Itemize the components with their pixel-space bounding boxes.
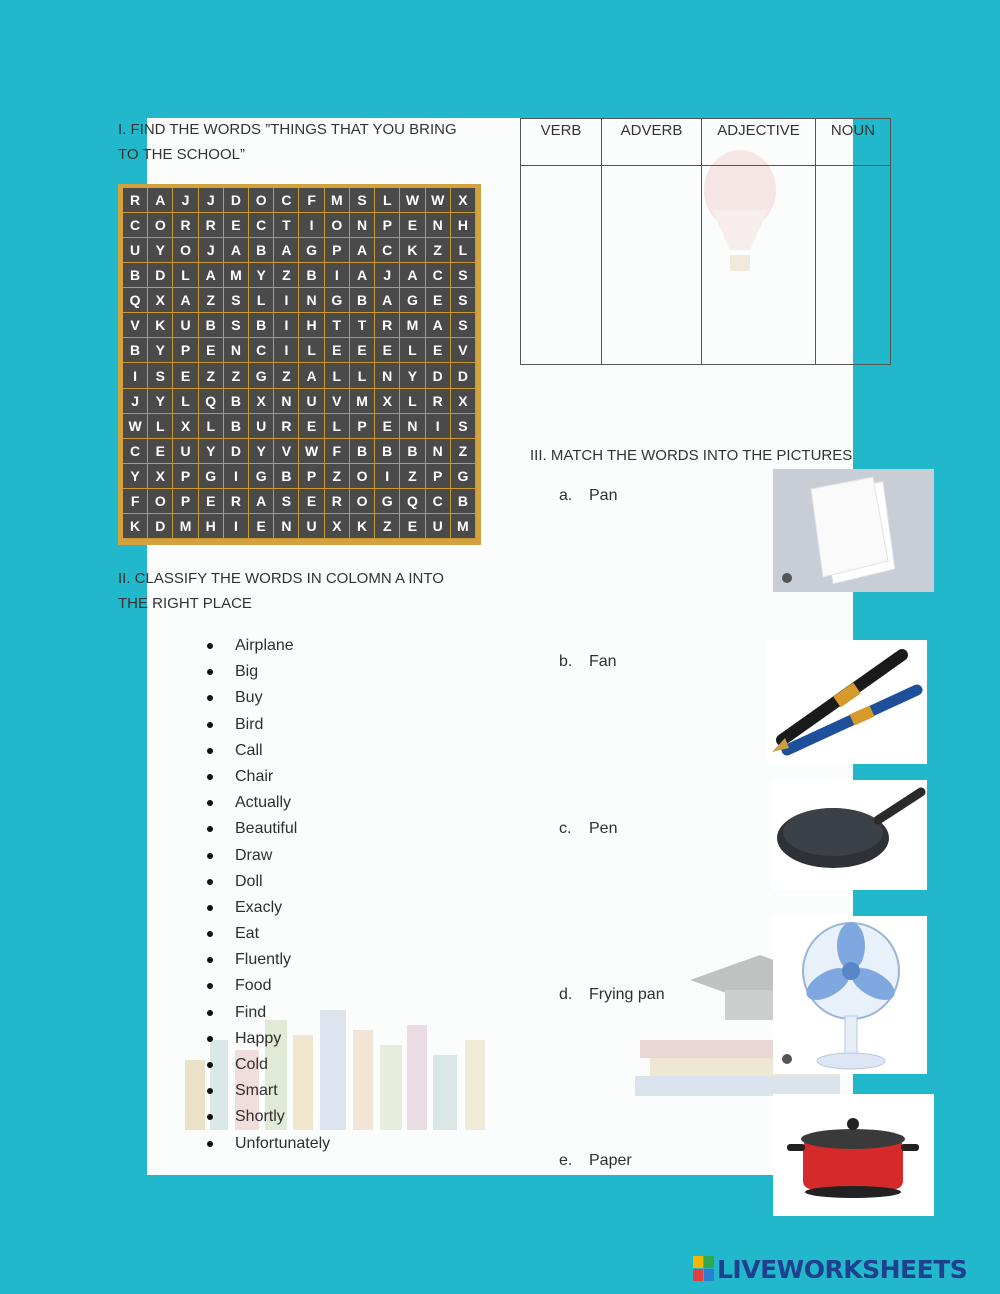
word-search-letter[interactable]: Q — [400, 489, 425, 514]
word-search-letter[interactable]: V — [451, 338, 476, 363]
word-search-letter[interactable]: E — [426, 288, 451, 313]
word-search-letter[interactable]: J — [199, 188, 224, 213]
word-search-letter[interactable]: L — [400, 389, 425, 414]
item-word: Pen — [589, 820, 618, 837]
word-search-letter[interactable]: E — [400, 213, 425, 238]
word-search-letter[interactable]: S — [451, 263, 476, 288]
word-search-letter[interactable]: W — [426, 188, 451, 213]
word-search-letter[interactable]: H — [451, 213, 476, 238]
word-search-letter[interactable]: O — [249, 188, 274, 213]
word-search-letter[interactable]: N — [350, 213, 375, 238]
word-search-letter[interactable]: G — [400, 288, 425, 313]
word-search-letter[interactable]: N — [426, 439, 451, 464]
classification-table — [520, 118, 891, 365]
word-search-letter[interactable]: N — [426, 213, 451, 238]
word-search-letter[interactable]: C — [426, 263, 451, 288]
list-item: Eat — [205, 921, 330, 947]
word-search-letter[interactable]: O — [173, 238, 198, 263]
word-search-letter[interactable]: S — [451, 288, 476, 313]
word-search-letter[interactable]: B — [400, 439, 425, 464]
list-item: Airplane — [205, 633, 330, 659]
word-search-letter[interactable]: C — [249, 338, 274, 363]
word-search-letter[interactable]: C — [274, 188, 299, 213]
word-search-letter[interactable]: Z — [325, 464, 350, 489]
list-item: Food — [205, 973, 330, 999]
word-search-letter[interactable]: G — [249, 363, 274, 388]
word-search-letter[interactable]: N — [224, 338, 249, 363]
word-search-letter[interactable]: L — [199, 414, 224, 439]
item-word: Paper — [589, 1152, 632, 1169]
list-item: Big — [205, 659, 330, 685]
word-search-letter[interactable]: P — [426, 464, 451, 489]
word-search-letter[interactable]: T — [274, 213, 299, 238]
word-search-letter[interactable]: C — [249, 213, 274, 238]
word-search-letter[interactable]: S — [350, 188, 375, 213]
word-search-letter[interactable]: G — [375, 489, 400, 514]
word-search-letter[interactable]: D — [148, 263, 173, 288]
list-item: Cold — [205, 1052, 330, 1078]
word-search-letter[interactable]: D — [148, 514, 173, 539]
word-search-letter[interactable]: N — [274, 514, 299, 539]
word-search-letter[interactable]: E — [173, 363, 198, 388]
word-search-letter[interactable]: U — [426, 514, 451, 539]
match-item-d — [559, 986, 665, 1004]
item-letter: d. — [559, 986, 573, 1003]
word-search-letter[interactable]: I — [123, 363, 148, 388]
word-search-letter[interactable]: B — [274, 464, 299, 489]
word-search-letter[interactable]: Z — [224, 363, 249, 388]
word-search-letter[interactable]: Z — [199, 363, 224, 388]
word-search-letter[interactable]: E — [148, 439, 173, 464]
word-search-letter[interactable]: P — [375, 213, 400, 238]
word-search-letter[interactable]: B — [451, 489, 476, 514]
word-search-letter[interactable]: G — [249, 464, 274, 489]
word-search-letter[interactable]: Z — [199, 288, 224, 313]
list-item: Exacly — [205, 895, 330, 921]
word-search-letter[interactable]: U — [123, 238, 148, 263]
word-search-letter[interactable]: C — [375, 238, 400, 263]
word-search-letter[interactable]: F — [325, 439, 350, 464]
word-search-letter[interactable]: B — [350, 288, 375, 313]
word-search-letter[interactable]: J — [173, 188, 198, 213]
section-3-heading: III. MATCH THE WORDS INTO THE PICTURES — [530, 447, 853, 464]
word-search-letter[interactable]: Z — [274, 363, 299, 388]
word-search-letter[interactable]: V — [123, 313, 148, 338]
word-search-letter[interactable]: A — [173, 288, 198, 313]
word-list — [205, 633, 330, 1157]
word-search-letter[interactable]: E — [224, 213, 249, 238]
pens-picture[interactable] — [767, 640, 927, 764]
word-search-letter[interactable]: G — [325, 288, 350, 313]
item-letter: c. — [559, 820, 572, 837]
word-search-letter[interactable]: A — [199, 263, 224, 288]
word-search-letter[interactable]: Z — [426, 238, 451, 263]
fan-picture[interactable] — [773, 916, 927, 1074]
word-search-letter[interactable]: L — [325, 363, 350, 388]
word-search-letter[interactable]: X — [325, 514, 350, 539]
header-adjective: ADJECTIVE — [702, 119, 816, 166]
word-search-letter[interactable]: J — [123, 389, 148, 414]
word-search-letter[interactable]: X — [451, 389, 476, 414]
word-search-letter[interactable]: L — [249, 288, 274, 313]
word-search-letter[interactable]: T — [325, 313, 350, 338]
word-search-letter[interactable]: C — [426, 489, 451, 514]
word-search-letter[interactable]: Y — [148, 389, 173, 414]
paper-picture[interactable] — [773, 469, 934, 592]
brand-name: LIVEWORKSHEETS — [717, 1254, 968, 1284]
list-item: Actually — [205, 790, 330, 816]
list-item: Draw — [205, 843, 330, 869]
word-search-letter[interactable]: R — [224, 489, 249, 514]
header-verb: VERB — [521, 119, 602, 166]
word-search-letter[interactable]: L — [350, 363, 375, 388]
match-item-c — [559, 820, 617, 838]
word-search-letter[interactable]: I — [426, 414, 451, 439]
word-search-letter[interactable]: I — [224, 464, 249, 489]
word-search-letter[interactable]: J — [375, 263, 400, 288]
word-search-letter[interactable]: R — [123, 188, 148, 213]
word-search-letter[interactable]: P — [173, 464, 198, 489]
section-1-heading: I. FIND THE WORDS ”THINGS THAT YOU BRING TO THE SCHOOL” — [118, 121, 457, 163]
word-search-letter[interactable]: R — [426, 389, 451, 414]
word-search-letter[interactable]: S — [451, 414, 476, 439]
word-search-letter[interactable]: E — [325, 338, 350, 363]
word-search-letter[interactable]: P — [325, 238, 350, 263]
word-search-letter[interactable]: Y — [148, 238, 173, 263]
word-search-letter[interactable]: R — [375, 313, 400, 338]
word-search-letter[interactable]: S — [224, 313, 249, 338]
word-search-letter[interactable]: Y — [199, 439, 224, 464]
word-search-letter[interactable]: E — [375, 414, 400, 439]
list-item: Doll — [205, 869, 330, 895]
frying-pan-picture[interactable] — [773, 780, 927, 890]
word-search-letter[interactable]: Z — [274, 263, 299, 288]
word-search-letter[interactable]: A — [274, 238, 299, 263]
word-search-letter[interactable]: E — [249, 514, 274, 539]
word-search-letter[interactable]: D — [451, 363, 476, 388]
word-search-letter[interactable]: M — [451, 514, 476, 539]
word-search-letter[interactable]: O — [148, 489, 173, 514]
section-2-heading: II. CLASSIFY THE WORDS IN COLOMN A INTO THE RIGHT PLACE — [118, 570, 444, 612]
word-search-letter[interactable]: Y — [249, 439, 274, 464]
word-search-letter[interactable]: P — [299, 464, 324, 489]
word-search-letter[interactable]: S — [274, 489, 299, 514]
word-search-letter[interactable]: X — [451, 188, 476, 213]
word-search-letter[interactable]: E — [350, 338, 375, 363]
word-search-letter[interactable]: A — [375, 288, 400, 313]
noun-cell[interactable] — [816, 166, 891, 365]
list-item: Happy — [205, 1026, 330, 1052]
word-search-letter[interactable]: S — [451, 313, 476, 338]
word-search-letter[interactable]: A — [299, 363, 324, 388]
word-search-letter[interactable]: N — [274, 389, 299, 414]
word-search-letter[interactable]: H — [199, 514, 224, 539]
item-letter: a. — [559, 487, 573, 504]
word-search-letter[interactable]: M — [173, 514, 198, 539]
word-search-letter[interactable]: S — [224, 288, 249, 313]
list-item: Beautiful — [205, 816, 330, 842]
word-search-letter[interactable]: F — [299, 188, 324, 213]
word-search-letter[interactable]: Q — [199, 389, 224, 414]
word-search-letter[interactable]: H — [299, 313, 324, 338]
pot-picture[interactable] — [773, 1094, 934, 1216]
list-item: Unfortunately — [205, 1131, 330, 1157]
word-search-letter[interactable]: Y — [249, 263, 274, 288]
word-search-letter[interactable]: A — [224, 238, 249, 263]
list-item: Call — [205, 738, 330, 764]
header-adverb: ADVERB — [602, 119, 702, 166]
item-word: Frying pan — [589, 986, 665, 1003]
list-item: Fluently — [205, 947, 330, 973]
word-search-letter[interactable]: N — [375, 363, 400, 388]
word-search-letter[interactable]: B — [375, 439, 400, 464]
word-search-letter[interactable]: A — [426, 313, 451, 338]
word-search-letter[interactable]: Z — [375, 514, 400, 539]
word-search-letter[interactable]: B — [249, 238, 274, 263]
word-search-puzzle — [118, 184, 481, 545]
word-search-letter[interactable]: L — [400, 338, 425, 363]
word-search-letter[interactable]: E — [299, 414, 324, 439]
word-search-letter[interactable]: D — [426, 363, 451, 388]
word-search-letter[interactable]: F — [123, 489, 148, 514]
word-search-letter[interactable]: M — [400, 313, 425, 338]
word-search-letter[interactable]: X — [148, 288, 173, 313]
verb-cell[interactable] — [521, 166, 602, 365]
word-search-letter[interactable]: E — [375, 338, 400, 363]
word-search-letter[interactable]: D — [224, 439, 249, 464]
word-search-letter[interactable]: L — [148, 414, 173, 439]
adjective-cell[interactable] — [702, 166, 816, 365]
word-search-letter[interactable]: K — [123, 514, 148, 539]
word-search-letter[interactable]: A — [148, 188, 173, 213]
word-search-letter[interactable]: I — [375, 464, 400, 489]
word-search-grid — [123, 188, 476, 539]
word-search-letter[interactable]: B — [199, 313, 224, 338]
word-search-letter[interactable]: Z — [451, 439, 476, 464]
word-search-letter[interactable]: W — [123, 414, 148, 439]
list-item: Bird — [205, 712, 330, 738]
word-search-letter[interactable]: X — [148, 464, 173, 489]
word-search-letter[interactable]: B — [350, 439, 375, 464]
word-search-letter[interactable]: E — [199, 338, 224, 363]
word-search-letter[interactable]: P — [173, 489, 198, 514]
item-letter: b. — [559, 653, 573, 670]
match-item-b — [559, 653, 617, 671]
list-item: Find — [205, 1000, 330, 1026]
word-search-letter[interactable]: X — [375, 389, 400, 414]
word-search-letter[interactable]: X — [173, 414, 198, 439]
word-search-letter[interactable]: K — [400, 238, 425, 263]
word-search-letter[interactable]: I — [274, 288, 299, 313]
word-search-letter[interactable]: R — [274, 414, 299, 439]
word-search-letter[interactable]: G — [451, 464, 476, 489]
word-search-letter[interactable]: Q — [123, 288, 148, 313]
word-search-letter[interactable]: L — [173, 389, 198, 414]
word-search-letter[interactable]: M — [350, 389, 375, 414]
word-search-letter[interactable]: O — [148, 213, 173, 238]
word-search-letter[interactable]: K — [148, 313, 173, 338]
word-search-letter[interactable]: G — [299, 238, 324, 263]
word-search-letter[interactable]: S — [148, 363, 173, 388]
word-search-letter[interactable]: B — [123, 338, 148, 363]
word-search-letter[interactable]: B — [123, 263, 148, 288]
word-search-letter[interactable]: B — [299, 263, 324, 288]
word-search-letter[interactable]: M — [224, 263, 249, 288]
word-search-letter[interactable]: U — [299, 514, 324, 539]
word-search-letter[interactable]: Y — [148, 338, 173, 363]
word-search-letter[interactable]: A — [249, 489, 274, 514]
word-search-letter[interactable]: I — [224, 514, 249, 539]
header-noun: NOUN — [816, 119, 891, 166]
word-search-letter[interactable]: B — [224, 414, 249, 439]
word-search-letter[interactable]: I — [299, 213, 324, 238]
list-item: Buy — [205, 685, 330, 711]
word-search-letter[interactable]: U — [173, 313, 198, 338]
word-search-letter[interactable]: V — [325, 389, 350, 414]
list-item: Smart — [205, 1078, 330, 1104]
list-item: Chair — [205, 764, 330, 790]
word-search-letter[interactable]: G — [199, 464, 224, 489]
word-search-letter[interactable]: W — [299, 439, 324, 464]
word-search-letter[interactable]: U — [249, 414, 274, 439]
word-search-letter[interactable]: E — [426, 338, 451, 363]
word-search-letter[interactable]: U — [299, 389, 324, 414]
word-search-letter[interactable]: Y — [400, 363, 425, 388]
word-search-letter[interactable]: O — [350, 489, 375, 514]
word-search-letter[interactable]: U — [173, 439, 198, 464]
word-search-letter[interactable]: Z — [400, 464, 425, 489]
liveworksheets-brand — [693, 1253, 967, 1285]
word-search-letter[interactable]: I — [274, 313, 299, 338]
word-search-letter[interactable]: I — [325, 263, 350, 288]
word-search-letter[interactable]: V — [274, 439, 299, 464]
list-item: Shortly — [205, 1104, 330, 1130]
word-search-letter[interactable]: A — [350, 238, 375, 263]
word-search-letter[interactable]: L — [173, 263, 198, 288]
word-search-letter[interactable]: M — [325, 188, 350, 213]
word-search-letter[interactable]: X — [249, 389, 274, 414]
adverb-cell[interactable] — [602, 166, 702, 365]
word-search-letter[interactable]: C — [123, 213, 148, 238]
word-search-letter[interactable]: R — [173, 213, 198, 238]
word-search-letter[interactable]: O — [325, 213, 350, 238]
word-search-letter[interactable]: E — [400, 514, 425, 539]
word-search-letter[interactable]: A — [400, 263, 425, 288]
word-search-letter[interactable]: L — [299, 338, 324, 363]
word-search-letter[interactable]: Y — [123, 464, 148, 489]
word-search-letter[interactable]: W — [400, 188, 425, 213]
word-search-letter[interactable]: L — [375, 188, 400, 213]
word-search-letter[interactable]: E — [199, 489, 224, 514]
word-search-letter[interactable]: E — [299, 489, 324, 514]
word-search-letter[interactable]: K — [350, 514, 375, 539]
item-letter: e. — [559, 1152, 573, 1169]
liveworksheets-logo-icon — [693, 1256, 715, 1282]
word-search-letter[interactable]: L — [451, 238, 476, 263]
word-search-letter[interactable]: C — [123, 439, 148, 464]
word-search-letter[interactable]: B — [224, 389, 249, 414]
item-word: Fan — [589, 653, 617, 670]
word-search-letter[interactable]: N — [400, 414, 425, 439]
item-word: Pan — [589, 487, 618, 504]
word-search-letter[interactable]: B — [249, 313, 274, 338]
word-search-letter[interactable]: R — [325, 489, 350, 514]
word-search-letter[interactable]: P — [350, 414, 375, 439]
word-search-letter[interactable]: T — [350, 313, 375, 338]
word-search-letter[interactable]: O — [350, 464, 375, 489]
word-search-letter[interactable]: D — [224, 188, 249, 213]
word-search-letter[interactable]: L — [325, 414, 350, 439]
match-item-a — [559, 487, 617, 505]
word-search-letter[interactable]: I — [274, 338, 299, 363]
word-search-letter[interactable]: A — [350, 263, 375, 288]
word-search-letter[interactable]: N — [299, 288, 324, 313]
word-search-letter[interactable]: J — [199, 238, 224, 263]
word-search-letter[interactable]: P — [173, 338, 198, 363]
word-search-letter[interactable]: R — [199, 213, 224, 238]
match-item-e — [559, 1152, 632, 1170]
